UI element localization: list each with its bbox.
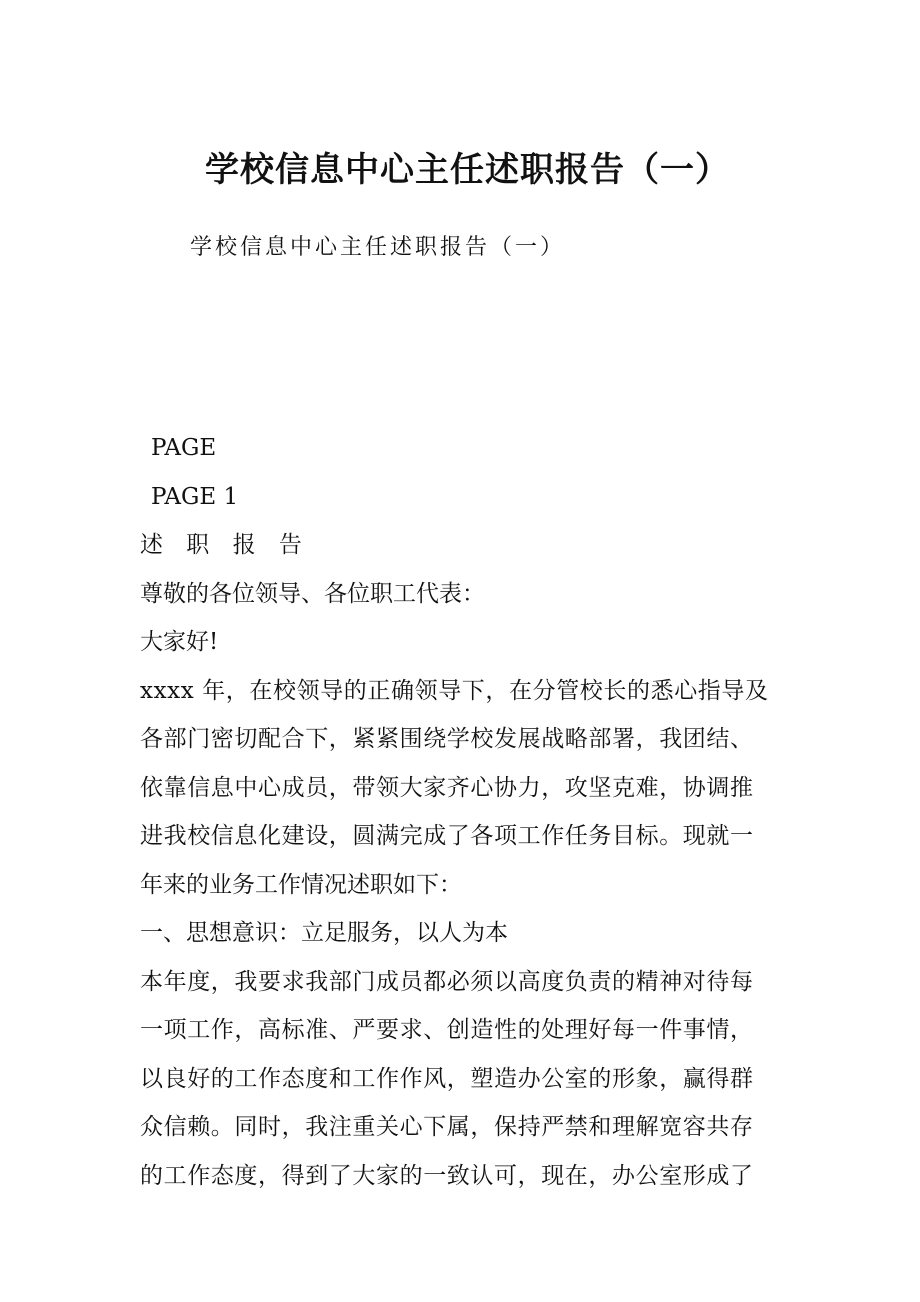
paragraph-1-line: 年来的业务工作情况述职如下： xyxy=(140,871,462,898)
paragraph-1-line: xxxx 年，在校领导的正确领导下，在分管校长的悉心指导及 xyxy=(140,677,769,704)
document-subtitle: 学校信息中心主任述职报告（一） xyxy=(190,235,566,260)
paragraph-1-line: 依靠信息中心成员，带领大家齐心协力，攻坚克难，协调推 xyxy=(140,774,754,801)
paragraph-2-line: 一项工作，高标准、严要求、创造性的处理好每一件事情， xyxy=(140,1017,754,1043)
document-title: 学校信息中心主任述职报告（一） xyxy=(205,150,730,190)
salutation: 尊敬的各位领导、各位职工代表： xyxy=(140,580,485,607)
paragraph-2-line: 众信赖。同时，我注重关心下属，保持严禁和理解宽容共存 xyxy=(140,1114,754,1140)
section-1-heading: 一、思想意识：立足服务，以人为本 xyxy=(140,920,508,946)
page-number-field: PAGE 1 xyxy=(151,483,239,510)
paragraph-1-line: 各部门密切配合下，紧紧围绕学校发展战略部署，我团结、 xyxy=(140,726,754,752)
paragraph-1-line: 进我校信息化建设，圆满完成了各项工作任务目标。现就一 xyxy=(140,823,754,849)
page-field-label: PAGE xyxy=(151,435,217,461)
paragraph-2-line: 以良好的工作态度和工作作风，塑造办公室的形象，赢得群 xyxy=(140,1065,754,1092)
paragraph-2-line: 的工作态度，得到了大家的一致认可，现在，办公室形成了 xyxy=(140,1162,754,1189)
greeting: 大家好! xyxy=(140,629,219,655)
document-body xyxy=(140,424,800,1200)
paragraph-2-line: 本年度，我要求我部门成员都必须以高度负责的精神对待每 xyxy=(140,968,754,995)
report-heading: 述 职 报 告 xyxy=(140,532,310,558)
